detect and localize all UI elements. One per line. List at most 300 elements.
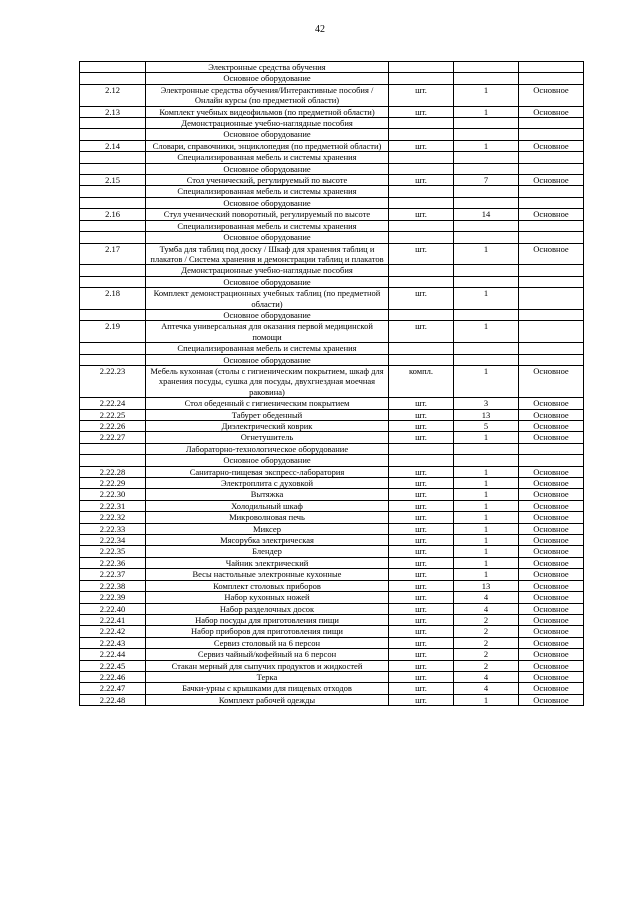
section-title: Основное оборудование <box>146 129 389 140</box>
item-number: 2.16 <box>80 209 146 220</box>
item-name: Терка <box>146 671 389 682</box>
item-number: 2.22.23 <box>80 365 146 397</box>
row-number-cell <box>80 455 146 466</box>
item-name: Сервиз чайный/кофейный на 6 персон <box>146 649 389 660</box>
item-quantity: 1 <box>454 523 519 534</box>
table-row <box>80 84 584 106</box>
quantity-cell <box>454 232 519 243</box>
type-cell <box>519 455 584 466</box>
row-number-cell <box>80 443 146 454</box>
item-type: Основное <box>519 603 584 614</box>
item-name: Набор кухонных ножей <box>146 592 389 603</box>
item-type: Основное <box>519 140 584 151</box>
type-cell <box>519 443 584 454</box>
row-number-cell <box>80 129 146 140</box>
item-type: Основное <box>519 365 584 397</box>
table-row <box>80 512 584 523</box>
section-title: Специализированная мебель и системы хранения <box>146 152 389 163</box>
item-name: Сервиз столовый на 6 персон <box>146 637 389 648</box>
item-type: Основное <box>519 175 584 186</box>
item-unit: шт. <box>389 694 454 705</box>
item-unit: шт. <box>389 106 454 117</box>
item-type: Основное <box>519 398 584 409</box>
item-number: 2.22.38 <box>80 580 146 591</box>
table-row <box>80 603 584 614</box>
table-row <box>80 614 584 625</box>
item-name: Мясорубка электрическая <box>146 535 389 546</box>
item-quantity: 1 <box>454 489 519 500</box>
quantity-cell <box>454 443 519 454</box>
section-title: Демонстрационные учебно-наглядные пособия <box>146 265 389 276</box>
item-number: 2.22.24 <box>80 398 146 409</box>
item-type: Основное <box>519 432 584 443</box>
item-unit: шт. <box>389 546 454 557</box>
item-unit: шт. <box>389 614 454 625</box>
item-number: 2.22.37 <box>80 569 146 580</box>
item-type: Основное <box>519 243 584 265</box>
unit-cell <box>389 62 454 73</box>
unit-cell <box>389 186 454 197</box>
section-row <box>80 118 584 129</box>
row-number-cell <box>80 276 146 287</box>
section-title: Основное оборудование <box>146 73 389 84</box>
item-name: Аптечка универсальная для оказания первой медицинской помощи <box>146 321 389 343</box>
quantity-cell <box>454 152 519 163</box>
item-name: Электроплита с духовкой <box>146 478 389 489</box>
item-number: 2.22.33 <box>80 523 146 534</box>
item-type: Основное <box>519 557 584 568</box>
section-title: Основное оборудование <box>146 354 389 365</box>
section-title: Специализированная мебель и системы хранения <box>146 343 389 354</box>
item-name: Тумба для таблиц под доску / Шкаф для хранения таблиц и плакатов / Система хранения и демонстрации таблиц и плакатов <box>146 243 389 265</box>
item-quantity: 4 <box>454 592 519 603</box>
item-unit: шт. <box>389 557 454 568</box>
item-type: Основное <box>519 512 584 523</box>
section-row <box>80 276 584 287</box>
item-name: Комплект учебных видеофильмов (по предметной области) <box>146 106 389 117</box>
unit-cell <box>389 265 454 276</box>
item-unit: шт. <box>389 321 454 343</box>
item-name: Бачки-урны с крышками для пищевых отходов <box>146 683 389 694</box>
unit-cell <box>389 276 454 287</box>
item-quantity: 1 <box>454 84 519 106</box>
item-unit: шт. <box>389 580 454 591</box>
item-type <box>519 321 584 343</box>
type-cell <box>519 343 584 354</box>
item-type: Основное <box>519 489 584 500</box>
item-quantity: 14 <box>454 209 519 220</box>
row-number-cell <box>80 232 146 243</box>
section-title: Основное оборудование <box>146 232 389 243</box>
item-quantity: 1 <box>454 106 519 117</box>
item-number: 2.22.25 <box>80 409 146 420</box>
item-number: 2.22.43 <box>80 637 146 648</box>
quantity-cell <box>454 129 519 140</box>
quantity-cell <box>454 343 519 354</box>
type-cell <box>519 197 584 208</box>
row-number-cell <box>80 197 146 208</box>
table-row <box>80 523 584 534</box>
unit-cell <box>389 443 454 454</box>
item-number: 2.15 <box>80 175 146 186</box>
item-unit: шт. <box>389 592 454 603</box>
item-quantity: 1 <box>454 466 519 477</box>
item-type: Основное <box>519 660 584 671</box>
item-unit: шт. <box>389 637 454 648</box>
item-name: Комплект столовых приборов <box>146 580 389 591</box>
item-quantity: 2 <box>454 626 519 637</box>
item-type: Основное <box>519 637 584 648</box>
table-row <box>80 288 584 310</box>
quantity-cell <box>454 186 519 197</box>
item-unit: шт. <box>389 478 454 489</box>
unit-cell <box>389 73 454 84</box>
item-type: Основное <box>519 683 584 694</box>
item-name: Миксер <box>146 523 389 534</box>
item-name: Словари, справочники, энциклопедия (по предметной области) <box>146 140 389 151</box>
row-number-cell <box>80 220 146 231</box>
item-number: 2.22.46 <box>80 671 146 682</box>
item-type: Основное <box>519 523 584 534</box>
item-type: Основное <box>519 209 584 220</box>
item-number: 2.22.34 <box>80 535 146 546</box>
item-name: Стул ученический поворотный, регулируемый по высоте <box>146 209 389 220</box>
section-row <box>80 455 584 466</box>
type-cell <box>519 73 584 84</box>
item-quantity: 1 <box>454 557 519 568</box>
item-name: Стол обеденный с гигиеническим покрытием <box>146 398 389 409</box>
unit-cell <box>389 163 454 174</box>
row-number-cell <box>80 309 146 320</box>
item-unit: шт. <box>389 84 454 106</box>
row-number-cell <box>80 152 146 163</box>
section-title: Основное оборудование <box>146 197 389 208</box>
item-name: Блендер <box>146 546 389 557</box>
section-row <box>80 232 584 243</box>
unit-cell <box>389 455 454 466</box>
item-name: Микроволновая печь <box>146 512 389 523</box>
item-unit: шт. <box>389 209 454 220</box>
section-title: Основное оборудование <box>146 455 389 466</box>
row-number-cell <box>80 62 146 73</box>
item-name: Чайник электрический <box>146 557 389 568</box>
table-row <box>80 466 584 477</box>
section-row <box>80 186 584 197</box>
type-cell <box>519 265 584 276</box>
item-type: Основное <box>519 421 584 432</box>
item-quantity: 1 <box>454 569 519 580</box>
row-number-cell <box>80 118 146 129</box>
unit-cell <box>389 354 454 365</box>
item-type: Основное <box>519 694 584 705</box>
item-quantity: 1 <box>454 535 519 546</box>
quantity-cell <box>454 455 519 466</box>
table-row <box>80 398 584 409</box>
item-type: Основное <box>519 671 584 682</box>
table-row <box>80 535 584 546</box>
quantity-cell <box>454 265 519 276</box>
item-number: 2.22.31 <box>80 500 146 511</box>
item-unit: шт. <box>389 500 454 511</box>
item-type: Основное <box>519 535 584 546</box>
table-row <box>80 409 584 420</box>
type-cell <box>519 354 584 365</box>
item-number: 2.19 <box>80 321 146 343</box>
quantity-cell <box>454 309 519 320</box>
item-quantity: 3 <box>454 398 519 409</box>
unit-cell <box>389 232 454 243</box>
item-unit: компл. <box>389 365 454 397</box>
table-row <box>80 478 584 489</box>
table-row <box>80 106 584 117</box>
item-number: 2.22.35 <box>80 546 146 557</box>
section-row <box>80 354 584 365</box>
quantity-cell <box>454 73 519 84</box>
item-unit: шт. <box>389 421 454 432</box>
section-title: Специализированная мебель и системы хранения <box>146 220 389 231</box>
item-type: Основное <box>519 626 584 637</box>
section-row <box>80 343 584 354</box>
item-number: 2.22.41 <box>80 614 146 625</box>
item-unit: шт. <box>389 489 454 500</box>
item-unit: шт. <box>389 535 454 546</box>
section-row <box>80 73 584 84</box>
item-number: 2.22.47 <box>80 683 146 694</box>
type-cell <box>519 62 584 73</box>
item-quantity: 1 <box>454 512 519 523</box>
item-unit: шт. <box>389 569 454 580</box>
item-number: 2.22.28 <box>80 466 146 477</box>
item-name: Стакан мерный для сыпучих продуктов и жидкостей <box>146 660 389 671</box>
item-number: 2.22.42 <box>80 626 146 637</box>
item-unit: шт. <box>389 523 454 534</box>
table-row <box>80 489 584 500</box>
item-quantity: 2 <box>454 637 519 648</box>
table-row <box>80 660 584 671</box>
row-number-cell <box>80 186 146 197</box>
type-cell <box>519 276 584 287</box>
item-name: Весы настольные электронные кухонные <box>146 569 389 580</box>
item-name: Огнетушитель <box>146 432 389 443</box>
table-row <box>80 243 584 265</box>
quantity-cell <box>454 62 519 73</box>
type-cell <box>519 309 584 320</box>
item-quantity: 13 <box>454 580 519 591</box>
item-number: 2.14 <box>80 140 146 151</box>
item-number: 2.18 <box>80 288 146 310</box>
item-name: Комплект демонстрационных учебных таблиц (по предметной области) <box>146 288 389 310</box>
type-cell <box>519 163 584 174</box>
item-quantity: 1 <box>454 321 519 343</box>
item-quantity: 1 <box>454 500 519 511</box>
item-unit: шт. <box>389 398 454 409</box>
quantity-cell <box>454 276 519 287</box>
unit-cell <box>389 152 454 163</box>
type-cell <box>519 118 584 129</box>
item-number: 2.17 <box>80 243 146 265</box>
quantity-cell <box>454 354 519 365</box>
item-type: Основное <box>519 649 584 660</box>
item-type: Основное <box>519 580 584 591</box>
type-cell <box>519 152 584 163</box>
item-number: 2.22.40 <box>80 603 146 614</box>
section-row <box>80 197 584 208</box>
section-title: Основное оборудование <box>146 309 389 320</box>
item-quantity: 1 <box>454 288 519 310</box>
item-type: Основное <box>519 478 584 489</box>
section-row <box>80 309 584 320</box>
item-unit: шт. <box>389 671 454 682</box>
section-title: Основное оборудование <box>146 276 389 287</box>
quantity-cell <box>454 163 519 174</box>
section-row <box>80 163 584 174</box>
item-name: Санитарно-пищевая экспресс-лаборатория <box>146 466 389 477</box>
item-quantity: 1 <box>454 694 519 705</box>
unit-cell <box>389 118 454 129</box>
section-row <box>80 62 584 73</box>
item-quantity: 4 <box>454 603 519 614</box>
item-unit: шт. <box>389 432 454 443</box>
table-row <box>80 421 584 432</box>
item-unit: шт. <box>389 626 454 637</box>
item-quantity: 1 <box>454 478 519 489</box>
section-row <box>80 129 584 140</box>
item-unit: шт. <box>389 603 454 614</box>
item-type: Основное <box>519 546 584 557</box>
item-type: Основное <box>519 592 584 603</box>
item-type: Основное <box>519 409 584 420</box>
item-number: 2.12 <box>80 84 146 106</box>
quantity-cell <box>454 220 519 231</box>
section-row <box>80 443 584 454</box>
item-number: 2.22.29 <box>80 478 146 489</box>
item-number: 2.22.32 <box>80 512 146 523</box>
item-number: 2.22.48 <box>80 694 146 705</box>
table-row <box>80 683 584 694</box>
item-type: Основное <box>519 84 584 106</box>
item-type: Основное <box>519 500 584 511</box>
row-number-cell <box>80 73 146 84</box>
unit-cell <box>389 197 454 208</box>
unit-cell <box>389 343 454 354</box>
table-row <box>80 321 584 343</box>
table-row <box>80 694 584 705</box>
type-cell <box>519 186 584 197</box>
table-row <box>80 580 584 591</box>
item-number: 2.22.36 <box>80 557 146 568</box>
row-number-cell <box>80 343 146 354</box>
section-row <box>80 152 584 163</box>
item-name: Диэлектрический коврик <box>146 421 389 432</box>
item-name: Комплект рабочей одежды <box>146 694 389 705</box>
unit-cell <box>389 309 454 320</box>
unit-cell <box>389 220 454 231</box>
item-name: Набор разделочных досок <box>146 603 389 614</box>
table-row <box>80 365 584 397</box>
type-cell <box>519 232 584 243</box>
table-row <box>80 626 584 637</box>
item-unit: шт. <box>389 175 454 186</box>
section-title: Лабораторно-технологическое оборудование <box>146 443 389 454</box>
item-quantity: 13 <box>454 409 519 420</box>
table-row <box>80 546 584 557</box>
equipment-table-body <box>80 62 584 706</box>
section-row <box>80 220 584 231</box>
table-row <box>80 432 584 443</box>
section-title: Электронные средства обучения <box>146 62 389 73</box>
item-unit: шт. <box>389 140 454 151</box>
table-row <box>80 592 584 603</box>
section-row <box>80 265 584 276</box>
row-number-cell <box>80 163 146 174</box>
item-name: Мебель кухонная (столы с гигиеническим покрытием, шкаф для хранения посуды, сушка для посуды, двухгнездная моечная раковина) <box>146 365 389 397</box>
section-title: Демонстрационные учебно-наглядные пособия <box>146 118 389 129</box>
item-type: Основное <box>519 466 584 477</box>
item-quantity: 4 <box>454 683 519 694</box>
item-type: Основное <box>519 569 584 580</box>
row-number-cell <box>80 354 146 365</box>
section-title: Специализированная мебель и системы хранения <box>146 186 389 197</box>
item-name: Электронные средства обучения/Интерактивные пособия / Онлайн курсы (по предметной области) <box>146 84 389 106</box>
equipment-table <box>79 61 584 706</box>
item-name: Холодильный шкаф <box>146 500 389 511</box>
item-name: Набор посуды для приготовления пищи <box>146 614 389 625</box>
item-quantity: 4 <box>454 671 519 682</box>
item-unit: шт. <box>389 243 454 265</box>
item-number: 2.22.27 <box>80 432 146 443</box>
table-row <box>80 175 584 186</box>
item-number: 2.22.39 <box>80 592 146 603</box>
item-name: Вытяжка <box>146 489 389 500</box>
item-unit: шт. <box>389 660 454 671</box>
item-type <box>519 288 584 310</box>
table-row <box>80 569 584 580</box>
table-row <box>80 671 584 682</box>
item-quantity: 1 <box>454 365 519 397</box>
item-unit: шт. <box>389 683 454 694</box>
item-unit: шт. <box>389 466 454 477</box>
item-unit: шт. <box>389 649 454 660</box>
item-name: Табурет обеденный <box>146 409 389 420</box>
item-quantity: 5 <box>454 421 519 432</box>
item-number: 2.22.30 <box>80 489 146 500</box>
item-name: Набор приборов для приготовления пищи <box>146 626 389 637</box>
item-type: Основное <box>519 106 584 117</box>
item-quantity: 1 <box>454 546 519 557</box>
item-quantity: 1 <box>454 243 519 265</box>
item-quantity: 7 <box>454 175 519 186</box>
row-number-cell <box>80 265 146 276</box>
item-quantity: 1 <box>454 432 519 443</box>
item-quantity: 1 <box>454 140 519 151</box>
table-row <box>80 500 584 511</box>
page-number: 42 <box>315 24 325 35</box>
item-name: Стол ученический, регулируемый по высоте <box>146 175 389 186</box>
section-title: Основное оборудование <box>146 163 389 174</box>
table-row <box>80 557 584 568</box>
item-unit: шт. <box>389 512 454 523</box>
table-row <box>80 649 584 660</box>
table-row <box>80 140 584 151</box>
item-quantity: 2 <box>454 660 519 671</box>
item-number: 2.22.44 <box>80 649 146 660</box>
type-cell <box>519 129 584 140</box>
unit-cell <box>389 129 454 140</box>
item-number: 2.22.45 <box>80 660 146 671</box>
item-quantity: 2 <box>454 614 519 625</box>
table-row <box>80 637 584 648</box>
item-quantity: 2 <box>454 649 519 660</box>
